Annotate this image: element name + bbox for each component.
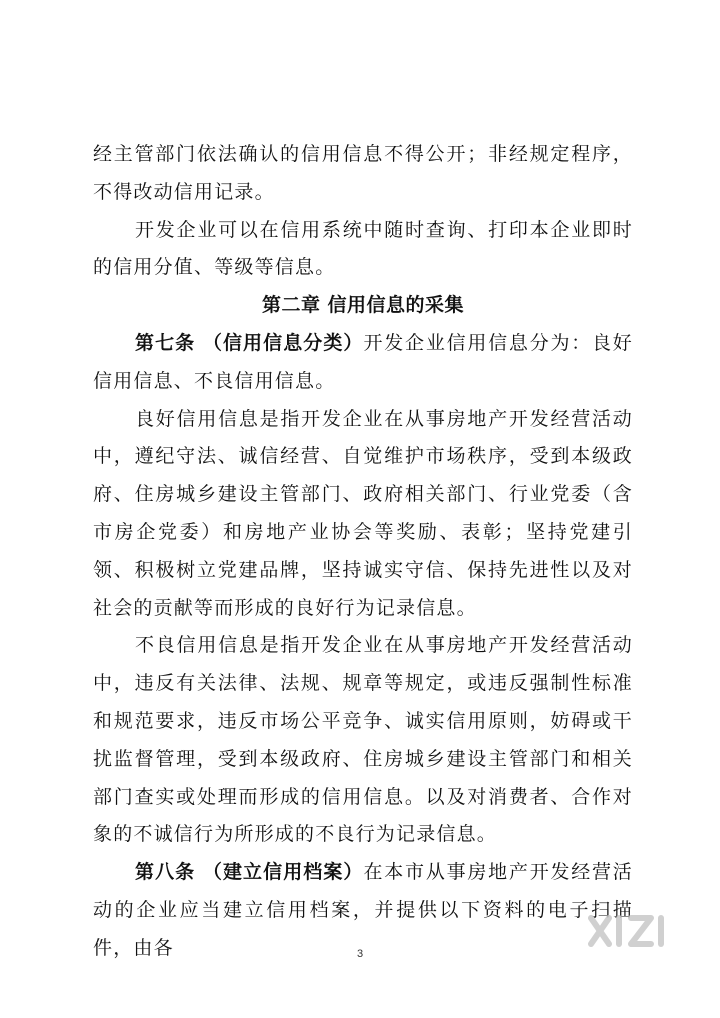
chapter-heading: 第二章 信用信息的采集 xyxy=(261,294,465,317)
paragraph-continuation: 经主管部门依法确认的信用信息不得公开；非经规定程序，不得改动信用记录。 xyxy=(93,143,633,203)
page-number: 3 xyxy=(356,948,364,960)
paragraph-bad-credit: 不良信用信息是指开发企业在从事房地产开发经营活动中，违反有关法律、法规、规章等规定，或违反强制性标准和规范要求，违反市场公平竞争、诚实信用原则，妨碍或干扰监督管理，受到本级政府、住房城乡建设主管部门和相关部门查实或处理而形成的信用信息。以及对消费者、合作对象的不诚信行为所形成的不良行为记录信息。 xyxy=(93,634,633,846)
article-eight-text: 在本市从事房地产开发经营活动的企业应当建立信用档案，并提供以下资料的电子扫描件，由各 xyxy=(93,861,633,959)
document-body xyxy=(93,136,633,968)
article-seven xyxy=(93,325,633,401)
xizi-watermark-logo xyxy=(585,911,695,951)
article-seven-title: 第七条 （信用信息分类） xyxy=(135,331,364,354)
paragraph-query-info: 开发企业可以在信用系统中随时查询、打印本企业即时的信用分值、等级等信息。 xyxy=(93,218,633,279)
article-eight-title: 第八条 （建立信用档案） xyxy=(135,861,364,884)
article-seven-text: 开发企业信用信息分为：良好信用信息、不良信用信息。 xyxy=(93,331,633,392)
paragraph-good-credit: 良好信用信息是指开发企业在从事房地产开发经营活动中，遵纪守法、诚信经营、自觉维护市场秩序，受到本级政府、住房城乡建设主管部门、政府相关部门、行业党委（含市房企党委）和房地产业协会等奖励、表彰；坚持党建引领、积极树立党建品牌，坚持诚实守信、保持先进性以及对社会的贡献等而形成的良好行为记录信息。 xyxy=(93,407,633,619)
